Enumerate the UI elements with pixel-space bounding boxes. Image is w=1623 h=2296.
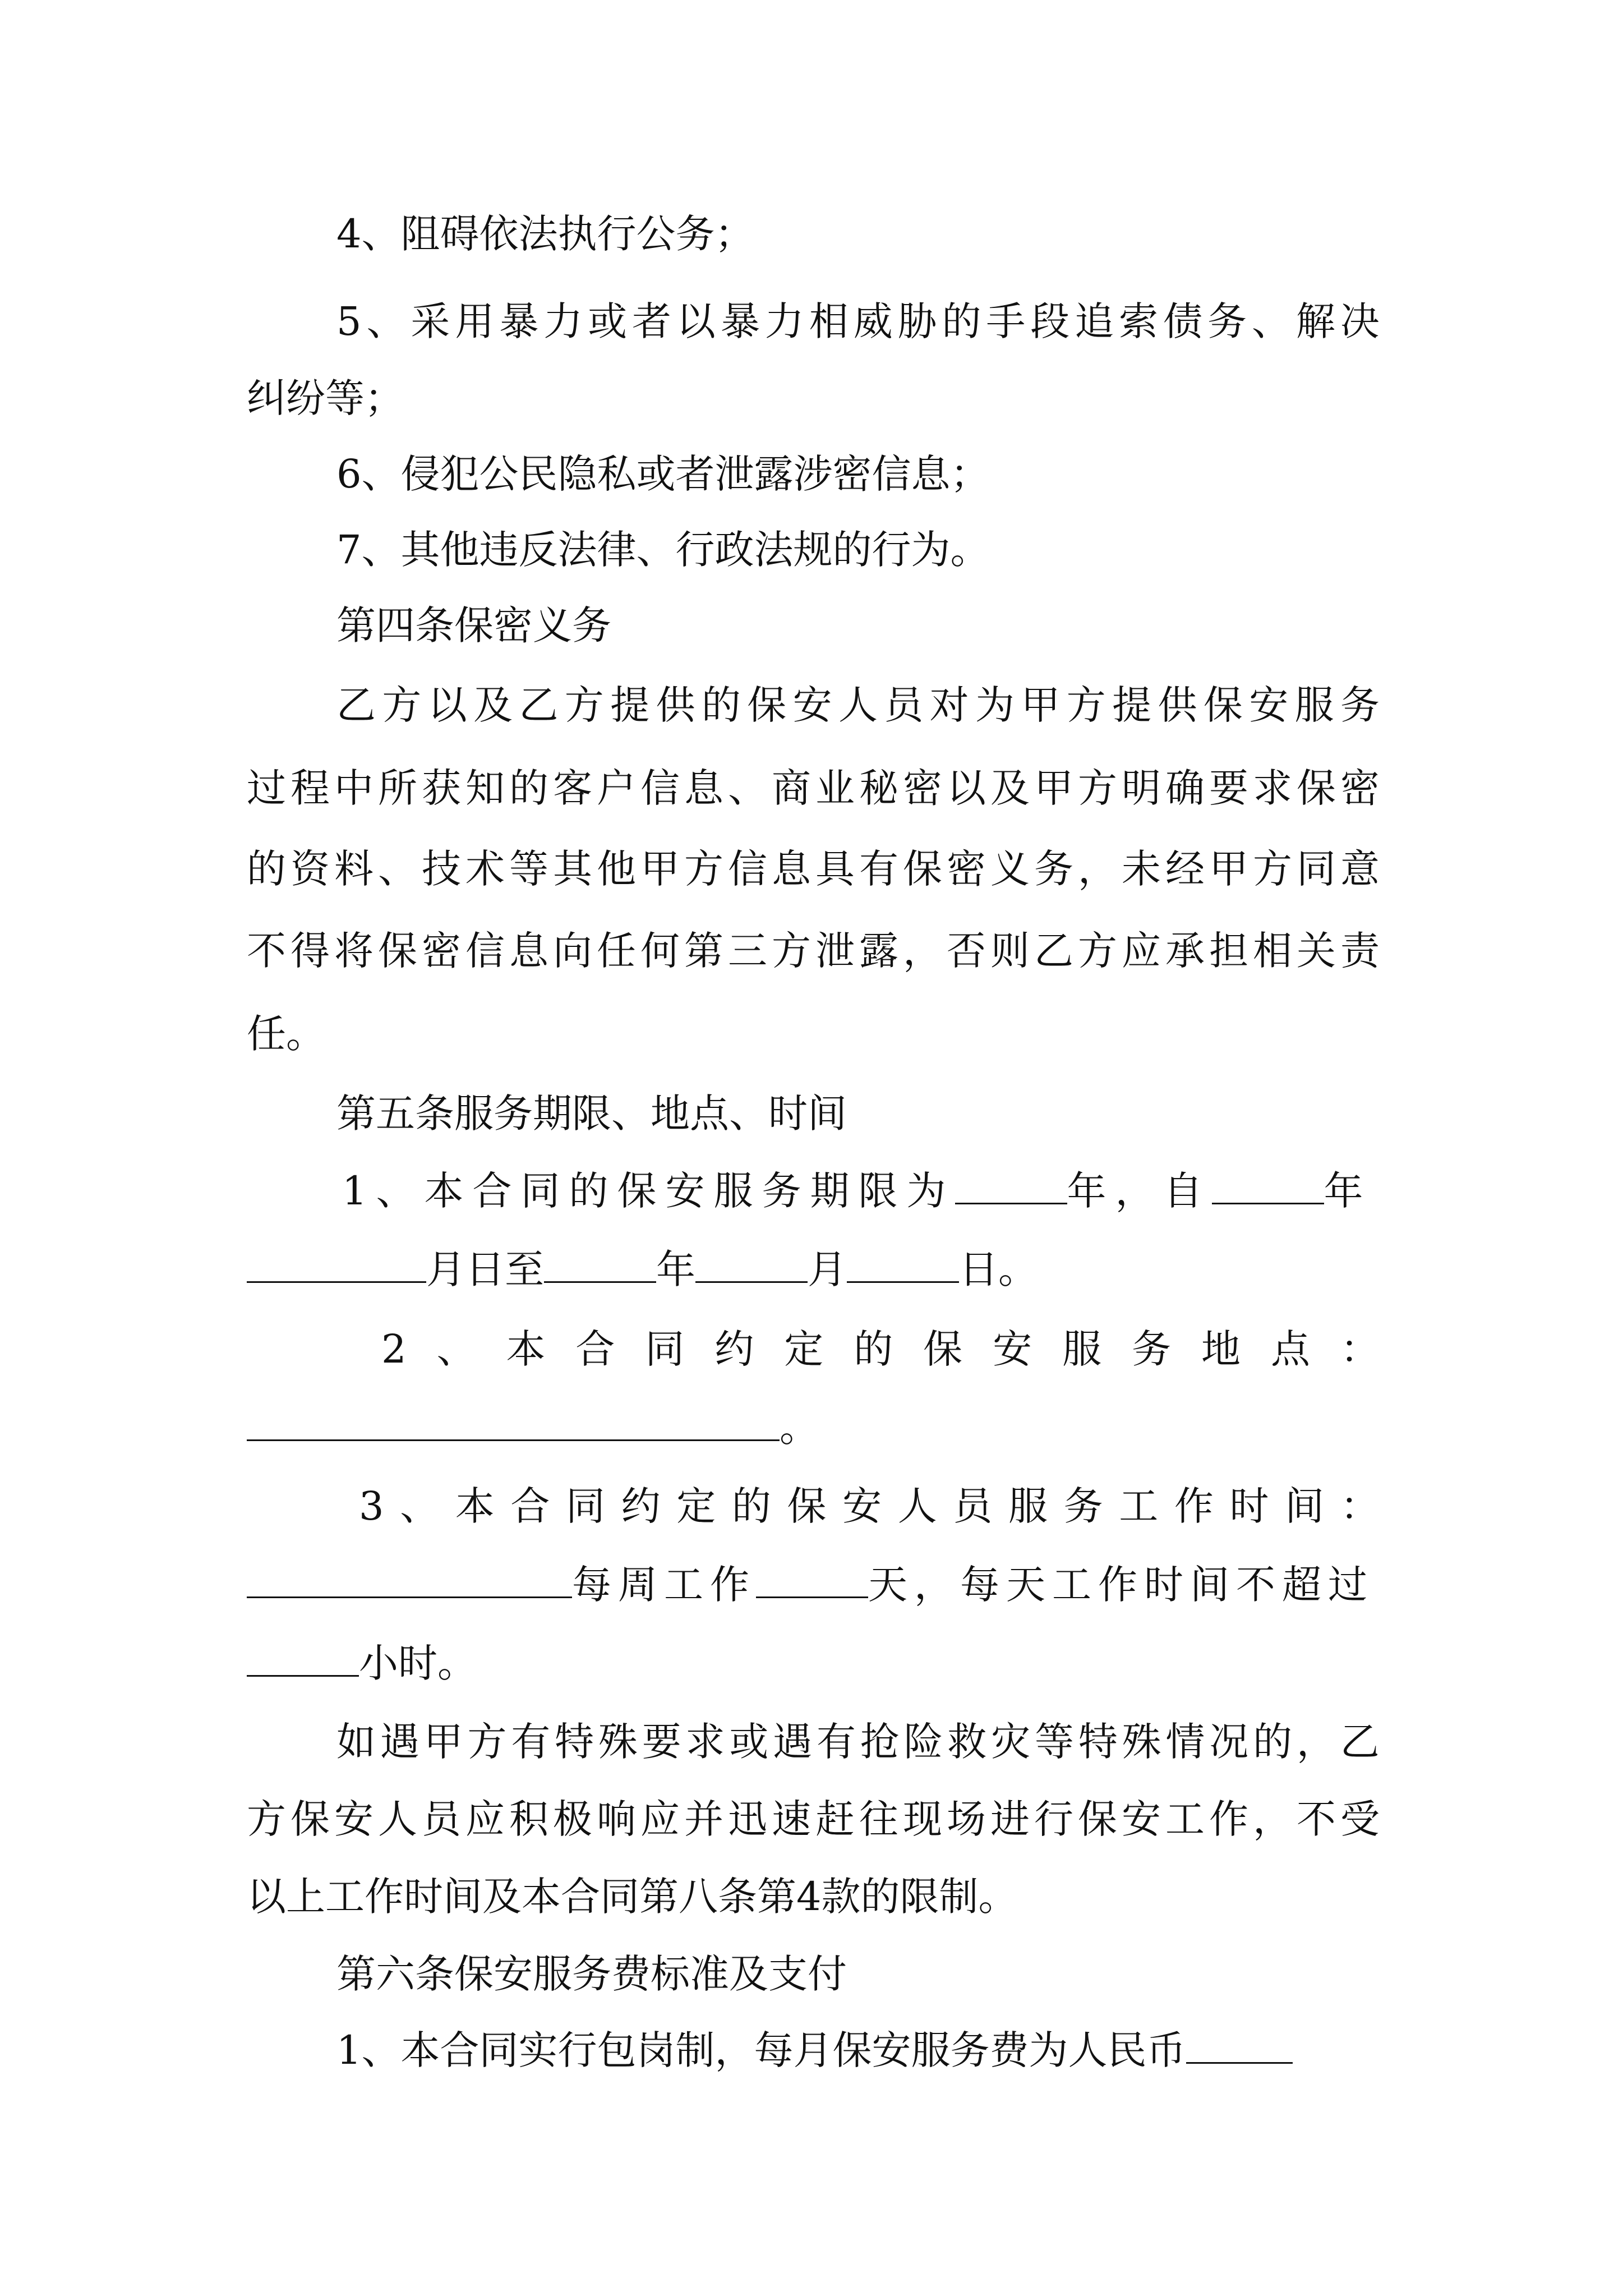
paragraph-line: 4、阻碍依法执行公务； xyxy=(336,211,754,257)
paragraph-line: 6、侵犯公民隐私或者泄露涉密信息； xyxy=(336,451,990,497)
blank-field xyxy=(247,1640,359,1677)
work-time-line xyxy=(247,1559,1380,1610)
paragraph-line xyxy=(247,296,1380,347)
paragraph-text: 过 程 中 所 获 知 的 客 户 信 息 、 商 业 秘 密 以 及 甲 方 明 确 要 求 保 密 xyxy=(247,765,1380,811)
paragraph-text: 方 保 安 人 员 应 积 极 响 应 并 迅 速 赶 往 现 场 进 行 保 安 工 作 ， 不 受 xyxy=(247,1796,1380,1842)
blank-field xyxy=(695,1246,808,1283)
blank-field xyxy=(955,1168,1067,1204)
service-term-text-1: 1、本合同的保安服务期限为 xyxy=(342,1168,955,1214)
paragraph-text: 的 资 料 、 技 术 等 其 他 甲 方 信 息 具 有 保 密 义 务 ， 未 经 甲 方 同 意 xyxy=(247,846,1380,892)
service-term-text-5: 年 xyxy=(656,1246,695,1292)
paragraph-text: 乙 方 以 及 乙 方 提 供 的 保 安 人 员 对 为 甲 方 提 供 保 安 服 务 xyxy=(336,682,1380,728)
service-term-text-3: 年 xyxy=(1324,1168,1363,1214)
paragraph-text: 不 得 将 保 密 信 息 向 任 何 第 三 方 泄 露 ， 否 则 乙 方 应 承 担 相 关 责 xyxy=(247,928,1380,974)
paragraph-line xyxy=(247,1717,1380,1767)
service-term-line xyxy=(247,1166,1380,1216)
section-heading: 第五条服务期限、地点、时间 xyxy=(336,1091,847,1137)
paragraph-line xyxy=(247,680,1380,730)
work-time-line xyxy=(247,1638,1380,1688)
paragraph-line xyxy=(247,926,1380,976)
paragraph-text: 3 、 本 合 同 约 定 的 保 安 人 员 服 务 工 作 时 间 ： xyxy=(359,1483,1380,1529)
blank-field xyxy=(544,1246,656,1283)
service-location-line xyxy=(247,1324,1380,1374)
paragraph-line xyxy=(247,844,1380,894)
blank-field xyxy=(756,1562,868,1598)
service-term-text-4: 月日至 xyxy=(426,1246,544,1292)
blank-field xyxy=(1186,2027,1293,2064)
blank-field xyxy=(1212,1168,1324,1204)
period-text: 。 xyxy=(780,1405,819,1451)
service-term-text-6: 月 xyxy=(808,1246,847,1292)
service-term-text-7: 日。 xyxy=(959,1246,1038,1292)
blank-field xyxy=(247,1246,426,1283)
paragraph-line: 7、其他违反法律、行政法规的行为。 xyxy=(336,527,990,573)
section-heading: 第六条保安服务费标准及支付 xyxy=(336,1951,847,1997)
document-page xyxy=(247,0,1380,2296)
work-time-line xyxy=(247,1481,1380,1531)
service-term-text-2: 年，自 xyxy=(1067,1168,1212,1214)
paragraph-line xyxy=(247,1794,1380,1844)
paragraph-text: 如 遇 甲 方 有 特 殊 要 求 或 遇 有 抢 险 救 灾 等 特 殊 情 况 的 ， 乙 xyxy=(336,1719,1380,1765)
paragraph-text: 1、本合同实行包岗制，每月保安服务费为人民币 xyxy=(336,2027,1186,2073)
blank-field xyxy=(247,1562,572,1598)
blank-field xyxy=(247,1405,780,1441)
work-days-text: 每周工作 xyxy=(572,1562,756,1608)
hours-text: 小时。 xyxy=(359,1640,477,1686)
paragraph-line: 任。 xyxy=(247,1011,325,1057)
payment-line xyxy=(247,2025,1380,2076)
paragraph-line: 以上工作时间及本合同第八条第4款的限制。 xyxy=(247,1874,1018,1920)
section-heading: 第四条保密义务 xyxy=(336,602,611,648)
paragraph-text: 2 、 本 合 同 约 定 的 保 安 服 务 地 点 ： xyxy=(381,1326,1380,1372)
service-term-line xyxy=(247,1244,1380,1295)
paragraph-line xyxy=(247,763,1380,813)
paragraph-line: 纠纷等； xyxy=(247,375,404,421)
service-location-blank-line xyxy=(247,1402,1380,1453)
blank-field xyxy=(847,1246,959,1283)
paragraph-text: 5 、 采 用 暴 力 或 者 以 暴 力 相 威 胁 的 手 段 追 索 债 务 、 解 决 xyxy=(336,298,1380,344)
work-hours-text: 天，每天工作时间不超过 xyxy=(868,1562,1374,1608)
